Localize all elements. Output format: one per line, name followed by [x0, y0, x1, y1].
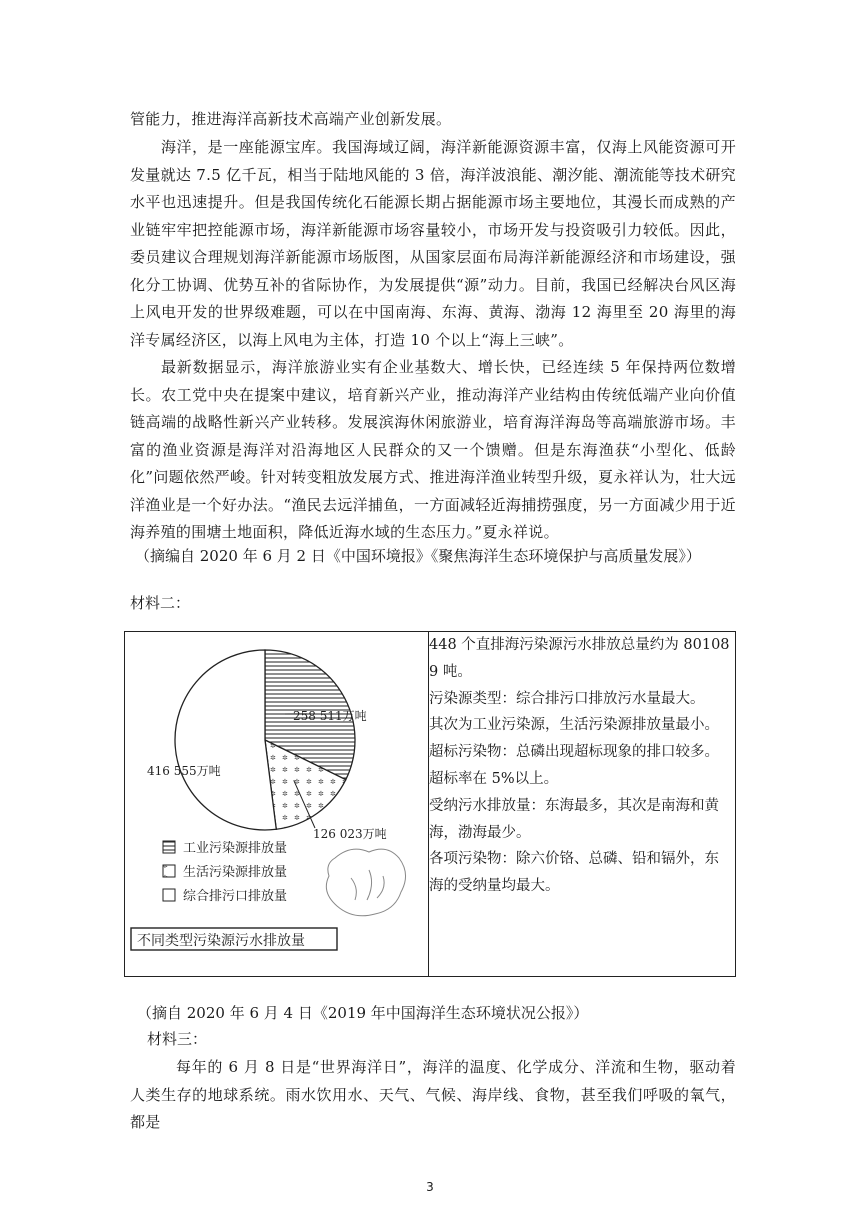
table-text-line: 超标污染物：总磷出现超标现象的排口较多。 [429, 744, 719, 761]
pie-data-label: 126 023万吨 [313, 827, 387, 841]
table-text-line: 9 吨。 [429, 663, 472, 680]
paragraph-intro-tail: 管能力，推进海洋高新技术高端产业创新发展。 [130, 110, 452, 128]
material-two-label: 材料二： [130, 594, 191, 612]
paragraph-tourism: 最新数据显示，海洋旅游业实有企业基数大、增长快，已经连续 5 年保持两位数增长。农工党中央在提案中建议，培育新兴产业，推动海洋产业结构由传统低端产业向价值链高端的战略性新兴产业转移。发展滨海休闲旅游业，培育海洋海岛等高端旅游市场。丰富的渔业资源是海洋对沿海地区人民群众的又一个馈赠。但是东海渔获“小型化、低龄化”问题依然严峻。针对转变粗放发展方式、推进海洋渔业转型升级，夏永祥认为，壮大远洋渔业是一个好办法。“渔民去远洋捕鱼，一方面减轻近海捕捞强度，另一方面减少用于近海养殖的围塘土地面积，降低近海水域的生态压力。”夏永祥说。 [130, 358, 736, 541]
legend-title-box [131, 928, 337, 950]
legend-label: 工业污染源排放量 [183, 841, 288, 856]
pie-slice-3 [175, 650, 276, 830]
legend-swatch [163, 889, 175, 901]
legend-swatch [163, 865, 175, 877]
table-text-line: 其次为工业污染源，生活污染源排放量最小。 [429, 717, 719, 734]
pie-chart-cell [125, 632, 429, 977]
paragraph-energy: 海洋，是一座能源宝库。我国海域辽阔，海洋新能源资源丰富，仅海上风能资源可开发量就达 7.5 亿千瓦，相当于陆地风能的 3 倍，海洋波浪能、潮汐能、潮流能等技术研究水平也迅速提升。但是我国传统化石能源长期占据能源市场主要地位，其漫长而成熟的产业链牢牢把控能源市场，海洋新能源市场容量较小，市场开发与投资吸引力较低。因此，委员建议合理规划海洋新能源市场版图，从国家层面布局海洋新能源经济和市场建设，强化分工协调、优势互补的省际协作，为发展提供“源”动力。目前，我国已经解决台风区海上风电开发的世界级难题，可以在中国南海、东海、黄海、渤海 12 海里至 20 海里的海洋专属经济区，以海上风电为主体，打造 10 个以上“海上三峡”。 [130, 138, 736, 349]
source-citation-2: （摘自 2020 年 6 月 4 日《2019 年中国海洋生态环境状况公报》） [137, 1004, 589, 1022]
table-text-line: 超标率在 5%以上。 [429, 770, 559, 787]
legend-label: 综合排污口排放量 [183, 889, 288, 904]
table-text-line: 污染源类型：综合排污口排放污水量最大。 [429, 690, 705, 707]
decorative-emblem [326, 849, 405, 916]
pie-data-label: 416 555万吨 [147, 764, 221, 778]
summary-text-cell [429, 632, 736, 977]
table-text-line: 受纳污水排放量：东海最多，其次是南海和黄 [429, 797, 719, 814]
chart-title: 不同类型污染源污水排放量 [137, 933, 305, 949]
table-text-line: 448 个直排海污染源污水排放总量约为 80108 [429, 637, 730, 653]
table-text-line: 海，渤海最少。 [429, 824, 531, 841]
page-number: 3 [426, 1180, 434, 1194]
table-text-line: 海的受纳量均最大。 [429, 878, 560, 895]
material-three-label: 材料三： [147, 1030, 208, 1048]
material-two-table [124, 631, 736, 977]
paragraph-ocean-day: 每年的 6 月 8 日是“世界海洋日”，海洋的温度、化学成分、洋流和生物，驱动着人类生存的地球系统。雨水饮用水、天气、气候、海岸线、食物，甚至我们呼吸的氧气，都是 [130, 1058, 736, 1131]
table-text-line: 各项污染物：除六价铬、总磷、铅和镉外，东 [429, 851, 719, 868]
legend-swatch [163, 841, 175, 853]
legend-label: 生活污染源排放量 [183, 865, 288, 880]
pie-data-label: 258 511万吨 [293, 709, 367, 723]
pie-chart [125, 632, 427, 972]
source-citation-1: （摘编自 2020 年 6 月 2 日《中国环境报》《聚焦海洋生态环境保护与高质量发展》） [135, 547, 701, 565]
